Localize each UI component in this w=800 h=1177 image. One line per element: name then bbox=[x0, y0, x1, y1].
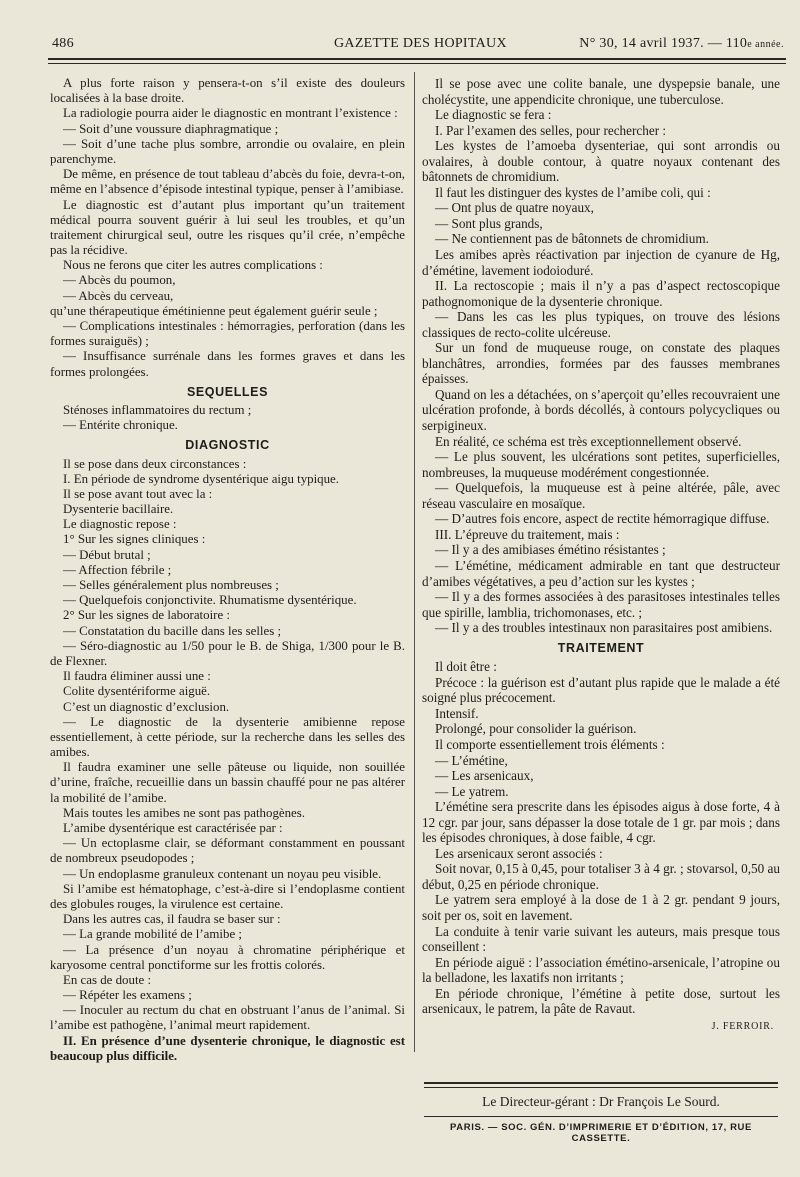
paragraph: — Début brutal ; bbox=[63, 547, 151, 562]
paragraph: La radiologie pourra aider le diagnostic en montrant l’existence : bbox=[63, 106, 398, 121]
paragraph: Le diagnostic se fera : bbox=[435, 107, 552, 123]
paragraph: — Soit d’une tache plus sombre, arrondie ou ovalaire, en plein parenchyme. bbox=[50, 136, 405, 166]
paragraph: — La grande mobilité de l’amibe ; bbox=[63, 927, 242, 942]
paragraph: — Il y a des amibiases émétino résistantes ; bbox=[435, 542, 666, 558]
paragraph: Précoce : la guérison est d’autant plus rapide que le malade a été soigné plus précocement. bbox=[422, 674, 780, 706]
paragraph: — Le diagnostic de la dysenterie amibienne repose essentiellement, à cette période, sur la recherche dans les selles des amibes. bbox=[50, 714, 405, 760]
paragraph: — Ont plus de quatre noyaux, bbox=[435, 200, 594, 216]
paragraph: La conduite à tenir varie suivant les auteurs, mais presque tous conseillent : bbox=[422, 923, 780, 955]
paragraph: Le diagnostic repose : bbox=[63, 517, 177, 532]
paragraph: — Complications intestinales : hémorragies, perforation (dans les formes suraiguës) ; bbox=[50, 319, 405, 349]
paragraph: En cas de doute : bbox=[63, 972, 152, 987]
paragraph: — Quelquefois, la muqueuse est à peine altérée, pâle, avec réseau vasculaire en mosaïque. bbox=[422, 480, 780, 511]
paragraph: — L’émétine, médicament admirable en tant que destructeur d’amibes végétatives, a peu d’action sur les kystes ; bbox=[422, 557, 780, 589]
header-rule bbox=[48, 58, 786, 60]
right-column bbox=[422, 76, 780, 1034]
paragraph: Le yatrem sera employé à la dose de 1 à 2 gr. pendant 9 jours, soit per os, soit en lavement. bbox=[422, 892, 780, 923]
paragraph: Colite dysentériforme aiguë. bbox=[63, 684, 211, 699]
paragraph: Mais toutes les amibes ne sont pas pathogènes. bbox=[63, 805, 306, 820]
page-header bbox=[44, 36, 784, 56]
paragraph: Dans les autres cas, il faudra se baser sur : bbox=[63, 912, 281, 927]
paragraph: — Un endoplasme granuleux contenant un noyau peu visible. bbox=[63, 866, 382, 881]
paragraph: — L’émétine, bbox=[435, 752, 508, 768]
paragraph: qu’une thérapeutique émétinienne peut également guérir seule ; bbox=[50, 303, 378, 318]
footer-rule bbox=[424, 1082, 778, 1084]
paragraph: — Insuffisance surrénale dans les formes graves et dans les formes prolongées. bbox=[50, 349, 405, 379]
paragraph: Intensif. bbox=[435, 705, 479, 721]
paragraph: 1° Sur les signes cliniques : bbox=[63, 532, 206, 547]
paragraph: Quand on les a détachées, on s’aperçoit qu’elles recouvraient une ulcération profonde, à bords décollés, à contours polycycliques ou serpigineux. bbox=[422, 386, 780, 434]
paragraph: Il faut les distinguer des kystes de l’amibe coli, qui : bbox=[435, 184, 711, 200]
paragraph: A plus forte raison y pensera-t-on s’il existe des douleurs localisées à la base droite. bbox=[50, 76, 405, 106]
paragraph: Il se pose dans deux circonstances : bbox=[63, 456, 247, 471]
paragraph: L’émétine sera prescrite dans les épisodes aigus à dose forte, 4 à 12 cgr. par jour, sans dépasser la dose totale de 1 gr. par mois ; dans les épisodes chroniques, à dose faible, 4 cgr. bbox=[422, 799, 780, 846]
paragraph: Il faudra éliminer aussi une : bbox=[63, 669, 211, 684]
paragraph: — D’autres fois encore, aspect de rectite hémorragique diffuse. bbox=[435, 511, 770, 527]
paragraph: Sur un fond de muqueuse rouge, on constate des plaques blanchâtres, arrondies, formées par des fausses membranes épaisses. bbox=[422, 340, 780, 387]
paragraph: — Quelquefois conjonctivite. Rhumatisme dysentérique. bbox=[63, 593, 357, 608]
paragraph: Les kystes de l’amoeba dysenteriae, qui sont arrondis ou ovalaires, à double contour, à quatre noyaux contenant des bâtonnets de chromidium. bbox=[422, 138, 780, 185]
page-number: 486 bbox=[52, 36, 74, 51]
paragraph: Il comporte essentiellement trois éléments : bbox=[435, 736, 665, 752]
paragraph: — Un ectoplasme clair, se déformant constamment en poussant de nombreux pseudopodes ; bbox=[50, 836, 405, 866]
paragraph: — Ne contiennent pas de bâtonnets de chromidium. bbox=[435, 231, 709, 247]
imprint-rule bbox=[424, 1116, 778, 1117]
paragraph: Soit novar, 0,15 à 0,45, pour totaliser 3 à 4 gr. ; stovarsol, 0,50 au début, 0,25 en période chronique. bbox=[422, 861, 780, 892]
paragraph: — Il y a des troubles intestinaux non parasitaires post amibiens. bbox=[435, 620, 773, 636]
paragraph: 2° Sur les signes de laboratoire : bbox=[63, 608, 230, 623]
paragraph: En période chronique, l’émétine à petite dose, surtout les arsenicaux, le patrem, la pâte de Ravaut. bbox=[422, 985, 780, 1017]
paragraph: Les amibes après réactivation par injection de cyanure de Hg, d’émétine, lavement iodoioduré. bbox=[422, 247, 780, 278]
paragraph: — Inoculer au rectum du chat en obstruant l’anus de l’animal. Si l’amibe est pathogène, l’animal meurt rapidement. bbox=[50, 1003, 405, 1033]
paragraph: — Dans les cas les plus typiques, on trouve des lésions classiques de recto-colite ulcéreuse. bbox=[422, 309, 780, 340]
paragraph: Le diagnostic est d’autant plus important qu’un traitement médical pourra souvent guérir à lui seul les troubles, et qu’un traitement chirurgical seul, outre les risques qu’il crée, n’empêche pas la récidive. bbox=[50, 197, 405, 258]
author-signature: J. FERROIR. bbox=[711, 1020, 774, 1032]
paragraph: Nous ne ferons que citer les autres complications : bbox=[63, 258, 323, 273]
paragraph: Il faudra examiner une selle pâteuse ou liquide, non souillée d’urine, fraîche, recueillie dans un bassin chauffé pour ne pas altérer la mobilité de l’amibe. bbox=[50, 760, 405, 805]
section-heading: SEQUELLES bbox=[186, 384, 269, 399]
paragraph: — Abcès du cerveau, bbox=[63, 288, 174, 303]
paragraph: — Entérite chronique. bbox=[63, 418, 178, 433]
paragraph: — Abcès du poumon, bbox=[63, 273, 176, 288]
paragraph: — Le yatrem. bbox=[435, 783, 509, 799]
issue-year-suffix: e année. bbox=[747, 39, 784, 50]
left-column bbox=[50, 76, 405, 1064]
paragraph: C’est un diagnostic d’exclusion. bbox=[63, 699, 230, 714]
journal-title: GAZETTE DES HOPITAUX bbox=[334, 36, 507, 51]
paragraph: — Répéter les examens ; bbox=[63, 988, 192, 1003]
paragraph: — Séro-diagnostic au 1/50 pour le B. de Shiga, 1/300 pour le B. de Flexner. bbox=[50, 638, 405, 668]
paragraph: Sténoses inflammatoires du rectum ; bbox=[63, 402, 252, 417]
paragraph: — Il y a des formes associées à des parasitoses intestinales telles que spirille, lamblia, trichomonases, etc. ; bbox=[422, 589, 780, 620]
section-heading: DIAGNOSTIC bbox=[185, 438, 270, 453]
paragraph: — Affection fébrile ; bbox=[63, 562, 172, 577]
issue-info bbox=[579, 36, 784, 52]
paragraph: — La présence d’un noyau à chromatine périphérique et karyosome central ponctiforme sur les frottis colorés. bbox=[50, 942, 405, 972]
paragraph: Il doit être : bbox=[435, 659, 497, 675]
paragraph: Les arsenicaux seront associés : bbox=[435, 845, 603, 861]
issue-main: N° 30, 14 avril 1937. — 110 bbox=[579, 36, 748, 51]
paragraph: I. Par l’examen des selles, pour rechercher : bbox=[435, 122, 667, 138]
paragraph: Il se pose avant tout avec la : bbox=[63, 486, 213, 501]
paragraph: En réalité, ce schéma est très exceptionnellement observé. bbox=[435, 433, 742, 449]
header-rule-thin bbox=[48, 63, 786, 64]
paragraph: L’amibe dysentérique est caractérisée par : bbox=[63, 821, 283, 835]
paragraph: — Sont plus grands, bbox=[435, 215, 543, 231]
section-heading: TRAITEMENT bbox=[557, 640, 645, 655]
paragraph: En période aiguë : l’association émétino-arsenicale, l’atropine ou la belladone, les laxatifs non irritants ; bbox=[422, 954, 780, 986]
paragraph: De même, en présence de tout tableau d’abcès du foie, devra-t-on, même en l’absence d’épisode intestinal typique, penser à l’amibiase. bbox=[50, 167, 405, 197]
footer-rule-thin bbox=[424, 1087, 778, 1088]
paragraph: Il se pose avec une colite banale, une dyspepsie banale, une cholécystite, une appendicite chronique, une tuberculose. bbox=[422, 76, 780, 107]
paragraph: — Selles généralement plus nombreuses ; bbox=[63, 578, 279, 592]
paragraph: II. La rectoscopie ; mais il n’y a pas d’aspect rectoscopique pathognomonique de la dysenterie chronique. bbox=[422, 278, 780, 309]
paragraph: — Le plus souvent, les ulcérations sont petites, superficielles, nombreuses, la muqueuse modérément congestionnée. bbox=[422, 449, 780, 480]
printer-imprint: PARIS. — SOC. GÉN. D’IMPRIMERIE ET D’ÉDITION, 17, RUE CASSETTE. bbox=[450, 1122, 752, 1144]
paragraph: III. L’épreuve du traitement, mais : bbox=[435, 526, 620, 542]
paragraph: Dysenterie bacillaire. bbox=[63, 502, 174, 517]
director-line: Le Directeur-gérant : Dr François Le Sourd. bbox=[482, 1094, 720, 1109]
paragraph: — Soit d’une voussure diaphragmatique ; bbox=[63, 121, 279, 136]
paragraph: I. En période de syndrome dysentérique aigu typique. bbox=[63, 471, 339, 486]
paragraph: Si l’amibe est hématophage, c’est-à-dire si l’endoplasme contient des globules rouges, la virulence est certaine. bbox=[50, 881, 405, 911]
paragraph: — Les arsenicaux, bbox=[435, 768, 534, 784]
paragraph: — Constatation du bacille dans les selles ; bbox=[63, 623, 282, 638]
column-separator bbox=[414, 72, 415, 1052]
paragraph: Prolongé, pour consolider la guérison. bbox=[435, 721, 637, 737]
paragraph: II. En présence d’une dysenterie chronique, le diagnostic est beaucoup plus difficile. bbox=[50, 1033, 405, 1063]
